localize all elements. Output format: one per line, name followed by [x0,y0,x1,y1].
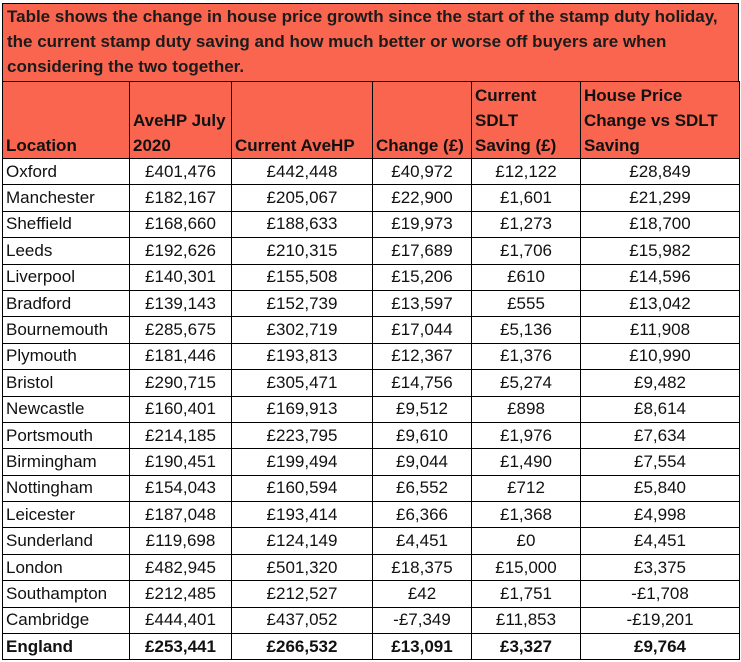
table-row [3,396,740,422]
cell-current-avehp: £212,527 [232,581,373,607]
cell-sdlt-saving: £555 [472,290,581,316]
cell-change: £22,900 [373,185,472,211]
table-row [3,422,740,448]
cell-hp-vs-sdlt: £7,634 [581,422,740,448]
cell-location: Bristol [3,370,130,396]
total-row [3,634,740,660]
cell-change: £9,610 [373,422,472,448]
table-body [3,159,740,660]
table-row [3,475,740,501]
cell-current-avehp: £305,471 [232,370,373,396]
total-hp-vs-sdlt: £9,764 [581,634,740,660]
cell-location: Leicester [3,502,130,528]
cell-location: Sheffield [3,211,130,237]
table-row [3,290,740,316]
header-sdlt-saving: Current SDLT Saving (£) [472,82,581,159]
cell-current-avehp: £210,315 [232,238,373,264]
cell-hp-vs-sdlt: £13,042 [581,290,740,316]
table-row [3,449,740,475]
table-caption: Table shows the change in house price growth since the start of the stamp duty holiday, the current stamp duty saving and how much better or worse off buyers are when considering the two together. [2,3,739,81]
header-current-avehp: Current AveHP [232,82,373,159]
house-price-table [2,81,740,660]
cell-change: £18,375 [373,554,472,580]
cell-sdlt-saving: £898 [472,396,581,422]
cell-hp-vs-sdlt: £5,840 [581,475,740,501]
cell-sdlt-saving: £610 [472,264,581,290]
cell-change: £19,973 [373,211,472,237]
cell-change: £42 [373,581,472,607]
cell-sdlt-saving: £1,976 [472,422,581,448]
cell-sdlt-saving: £0 [472,528,581,554]
cell-change: £17,044 [373,317,472,343]
cell-avehp-july: £214,185 [130,422,232,448]
cell-current-avehp: £442,448 [232,159,373,185]
cell-current-avehp: £152,739 [232,290,373,316]
cell-avehp-july: £212,485 [130,581,232,607]
total-sdlt-saving: £3,327 [472,634,581,660]
cell-hp-vs-sdlt: £7,554 [581,449,740,475]
cell-current-avehp: £193,414 [232,502,373,528]
cell-avehp-july: £160,401 [130,396,232,422]
cell-avehp-july: £482,945 [130,554,232,580]
header-location: Location [3,82,130,159]
table-row [3,317,740,343]
header-hp-change-vs-sdlt: House Price Change vs SDLT Saving [581,82,740,159]
cell-avehp-july: £187,048 [130,502,232,528]
cell-hp-vs-sdlt: £4,451 [581,528,740,554]
cell-change: £6,552 [373,475,472,501]
cell-change: £15,206 [373,264,472,290]
cell-sdlt-saving: £712 [472,475,581,501]
cell-hp-vs-sdlt: £3,375 [581,554,740,580]
cell-hp-vs-sdlt: -£1,708 [581,581,740,607]
table-row [3,185,740,211]
cell-change: £13,597 [373,290,472,316]
cell-hp-vs-sdlt: £9,482 [581,370,740,396]
cell-location: Sunderland [3,528,130,554]
cell-sdlt-saving: £1,490 [472,449,581,475]
cell-sdlt-saving: £1,273 [472,211,581,237]
cell-hp-vs-sdlt: £8,614 [581,396,740,422]
table-row [3,264,740,290]
cell-change: £6,366 [373,502,472,528]
cell-hp-vs-sdlt: £10,990 [581,343,740,369]
cell-hp-vs-sdlt: £14,596 [581,264,740,290]
table-row [3,554,740,580]
cell-location: Bradford [3,290,130,316]
cell-current-avehp: £501,320 [232,554,373,580]
cell-current-avehp: £223,795 [232,422,373,448]
table-row [3,159,740,185]
cell-location: Cambridge [3,607,130,633]
cell-avehp-july: £401,476 [130,159,232,185]
cell-location: Birmingham [3,449,130,475]
cell-location: Leeds [3,238,130,264]
cell-sdlt-saving: £12,122 [472,159,581,185]
cell-change: £12,367 [373,343,472,369]
cell-current-avehp: £437,052 [232,607,373,633]
cell-location: Portsmouth [3,422,130,448]
cell-location: Plymouth [3,343,130,369]
cell-location: Manchester [3,185,130,211]
cell-hp-vs-sdlt: £15,982 [581,238,740,264]
cell-hp-vs-sdlt: £11,908 [581,317,740,343]
cell-avehp-july: £181,446 [130,343,232,369]
cell-hp-vs-sdlt: £4,998 [581,502,740,528]
header-change: Change (£) [373,82,472,159]
table-row [3,370,740,396]
cell-avehp-july: £168,660 [130,211,232,237]
cell-current-avehp: £193,813 [232,343,373,369]
cell-location: London [3,554,130,580]
cell-location: Newcastle [3,396,130,422]
cell-change: £40,972 [373,159,472,185]
header-avehp-july-2020: AveHP July 2020 [130,82,232,159]
cell-avehp-july: £290,715 [130,370,232,396]
cell-sdlt-saving: £15,000 [472,554,581,580]
cell-avehp-july: £444,401 [130,607,232,633]
table-row [3,607,740,633]
cell-current-avehp: £205,067 [232,185,373,211]
cell-current-avehp: £199,494 [232,449,373,475]
table-row [3,211,740,237]
cell-sdlt-saving: £1,751 [472,581,581,607]
cell-sdlt-saving: £1,601 [472,185,581,211]
cell-avehp-july: £182,167 [130,185,232,211]
table-row [3,238,740,264]
house-price-table-container [2,3,739,660]
cell-change: -£7,349 [373,607,472,633]
header-row [3,82,740,159]
cell-current-avehp: £155,508 [232,264,373,290]
cell-change: £9,512 [373,396,472,422]
total-avehp-july: £253,441 [130,634,232,660]
cell-current-avehp: £124,149 [232,528,373,554]
cell-avehp-july: £140,301 [130,264,232,290]
cell-sdlt-saving: £11,853 [472,607,581,633]
cell-change: £17,689 [373,238,472,264]
total-location: England [3,634,130,660]
cell-sdlt-saving: £5,274 [472,370,581,396]
cell-hp-vs-sdlt: -£19,201 [581,607,740,633]
cell-location: Oxford [3,159,130,185]
cell-sdlt-saving: £1,706 [472,238,581,264]
cell-avehp-july: £190,451 [130,449,232,475]
cell-sdlt-saving: £1,376 [472,343,581,369]
cell-location: Bournemouth [3,317,130,343]
table-row [3,343,740,369]
cell-hp-vs-sdlt: £18,700 [581,211,740,237]
total-change: £13,091 [373,634,472,660]
cell-location: Nottingham [3,475,130,501]
cell-change: £14,756 [373,370,472,396]
total-current-avehp: £266,532 [232,634,373,660]
cell-avehp-july: £192,626 [130,238,232,264]
cell-location: Liverpool [3,264,130,290]
cell-sdlt-saving: £1,368 [472,502,581,528]
cell-current-avehp: £169,913 [232,396,373,422]
cell-hp-vs-sdlt: £28,849 [581,159,740,185]
cell-avehp-july: £285,675 [130,317,232,343]
cell-avehp-july: £139,143 [130,290,232,316]
table-row [3,502,740,528]
table-row [3,528,740,554]
cell-change: £9,044 [373,449,472,475]
cell-current-avehp: £302,719 [232,317,373,343]
table-row [3,581,740,607]
cell-change: £4,451 [373,528,472,554]
cell-location: Southampton [3,581,130,607]
cell-avehp-july: £154,043 [130,475,232,501]
cell-hp-vs-sdlt: £21,299 [581,185,740,211]
cell-avehp-july: £119,698 [130,528,232,554]
cell-current-avehp: £188,633 [232,211,373,237]
cell-current-avehp: £160,594 [232,475,373,501]
cell-sdlt-saving: £5,136 [472,317,581,343]
